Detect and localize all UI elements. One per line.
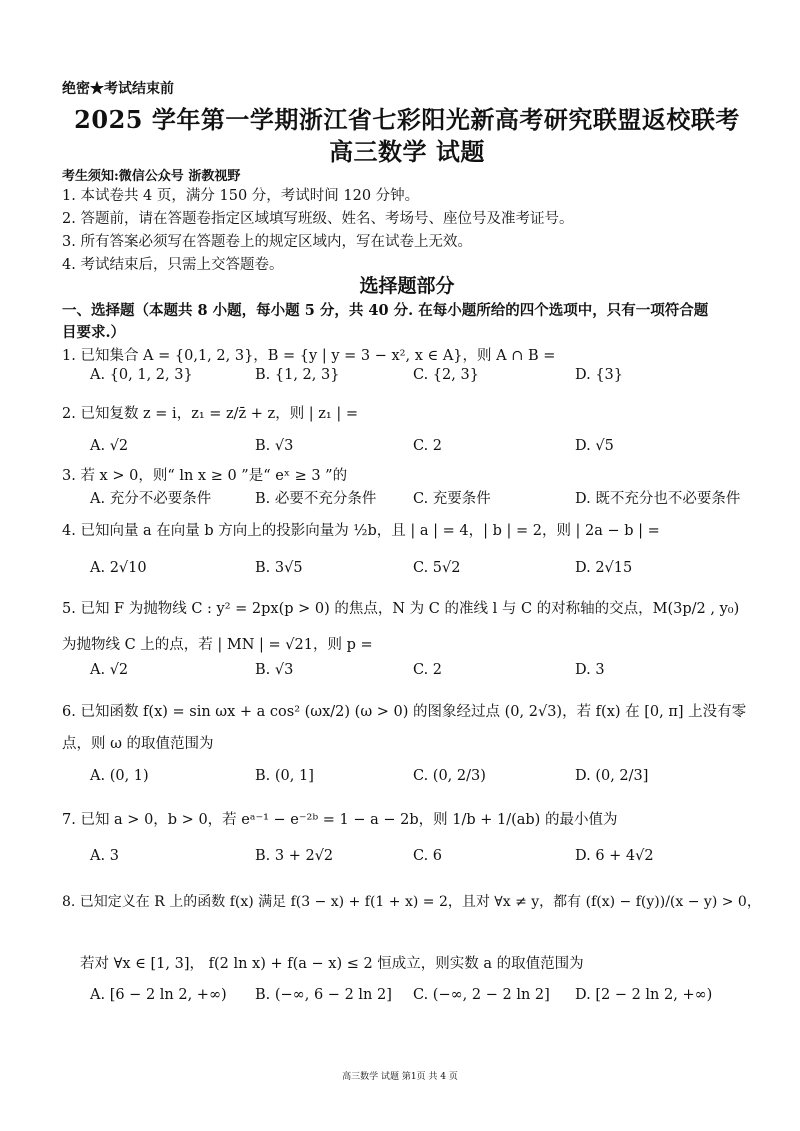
question-4-option-a: A. 2√10 — [90, 560, 147, 576]
question-2-option-b: B. √3 — [255, 438, 294, 454]
question-2-stem: 2. 已知复数 z = i，z₁ = z/z̄ + z，则 | z₁ | = — [62, 406, 358, 422]
question-7-option-c: C. 6 — [413, 848, 443, 864]
question-6-option-c: C. (0, 2/3) — [413, 768, 486, 784]
question-3-option-c: C. 充要条件 — [413, 491, 491, 507]
question-5-stem: 5. 已知 F 为抛物线 C : y² = 2px(p > 0) 的焦点，N 为 C 的准线 l 与 C 的对称轴的交点，M(3p/2 , y₀) — [62, 601, 740, 617]
question-3-option-d: D. 既不充分也不必要条件 — [575, 491, 741, 507]
exam-title: 2025 学年第一学期浙江省七彩阳光新高考研究联盟返校联考 — [74, 105, 740, 134]
page-footer: 高三数学 试题 第1页 共 4 页 — [342, 1072, 458, 1082]
question-8-option-d: D. [2 − 2 ln 2, +∞) — [575, 987, 713, 1003]
question-1-option-d: D. {3} — [575, 367, 624, 383]
section-instruction-cont: 目要求.） — [62, 324, 126, 341]
question-1-option-c: C. {2, 3} — [413, 367, 479, 383]
question-8-option-c: C. (−∞, 2 − 2 ln 2] — [413, 987, 550, 1003]
question-3-option-a: A. 充分不必要条件 — [90, 491, 212, 507]
confidential-mark: 绝密★考试结束前 — [62, 81, 174, 97]
question-2-option-a: A. √2 — [90, 438, 129, 454]
section-instruction: 一、选择题（本题共 8 小题，每小题 5 分，共 40 分. 在每小题所给的四个选项中，只有一项符合题 — [62, 302, 709, 319]
section-title: 选择题部分 — [359, 275, 455, 297]
question-1-option-a: A. {0, 1, 2, 3} — [90, 367, 193, 383]
question-7-option-d: D. 6 + 4√2 — [575, 848, 654, 864]
question-6-option-b: B. (0, 1] — [255, 768, 314, 784]
question-5-option-d: D. 3 — [575, 662, 605, 678]
question-4-option-c: C. 5√2 — [413, 560, 461, 576]
question-5-option-b: B. √3 — [255, 662, 294, 678]
question-3-option-b: B. 必要不充分条件 — [255, 491, 377, 507]
exam-subject-title: 高三数学 试题 — [329, 137, 485, 166]
notice-heading: 考生须知:微信公众号 浙教视野 — [62, 169, 241, 184]
question-4-option-b: B. 3√5 — [255, 560, 303, 576]
question-5-stem-cont: 为抛物线 C 上的点，若 | MN | = √21，则 p = — [62, 637, 373, 653]
question-1-stem: 1. 已知集合 A = {0,1, 2, 3}，B = {y | y = 3 − x², x ∈ A}，则 A ∩ B = — [62, 348, 556, 364]
question-7-option-a: A. 3 — [90, 848, 119, 864]
question-5-option-c: C. 2 — [413, 662, 443, 678]
notice-item: 1. 本试卷共 4 页，满分 150 分，考试时间 120 分钟。 — [62, 188, 420, 204]
question-7-option-b: B. 3 + 2√2 — [255, 848, 334, 864]
question-3-stem: 3. 若 x > 0，则“ ln x ≥ 0 ”是“ eˣ ≥ 3 ”的 — [62, 468, 348, 484]
question-8-option-b: B. (−∞, 6 − 2 ln 2] — [255, 987, 392, 1003]
notice-item: 4. 考试结束后，只需上交答题卷。 — [62, 257, 284, 273]
question-4-option-d: D. 2√15 — [575, 560, 633, 576]
question-5-option-a: A. √2 — [90, 662, 129, 678]
question-6-stem: 6. 已知函数 f(x) = sin ωx + a cos² (ωx/2) (ω > 0) 的图象经过点 (0, 2√3)，若 f(x) 在 [0, π] 上没有零 — [62, 704, 747, 720]
notice-item: 3. 所有答案必须写在答题卷上的规定区域内，写在试卷上无效。 — [62, 234, 472, 250]
question-4-stem: 4. 已知向量 a 在向量 b 方向上的投影向量为 ½b，且 | a | = 4，| b | = 2，则 | 2a − b | = — [62, 523, 660, 539]
question-7-stem: 7. 已知 a > 0，b > 0，若 eᵃ⁻¹ − e⁻²ᵇ = 1 − a − 2b，则 1/b + 1/(ab) 的最小值为 — [62, 812, 618, 828]
question-8-stem: 8. 已知定义在 R 上的函数 f(x) 满足 f(3 − x) + f(1 + x) = 2，且对 ∀x ≠ y，都有 (f(x) − f(y))/(x − y) > 0， — [62, 894, 761, 910]
question-2-option-c: C. 2 — [413, 438, 443, 454]
question-2-option-d: D. √5 — [575, 438, 614, 454]
question-6-option-a: A. (0, 1) — [90, 768, 149, 784]
question-8-stem-cont: 若对 ∀x ∈ [1, 3]， f(2 ln x) + f(a − x) ≤ 2 恒成立，则实数 a 的取值范围为 — [80, 956, 584, 972]
question-6-stem-cont: 点，则 ω 的取值范围为 — [62, 736, 214, 752]
question-1-option-b: B. {1, 2, 3} — [255, 367, 340, 383]
question-8-option-a: A. [6 − 2 ln 2, +∞) — [90, 987, 227, 1003]
notice-item: 2. 答题前，请在答题卷指定区域填写班级、姓名、考场号、座位号及准考证号。 — [62, 211, 574, 227]
question-6-option-d: D. (0, 2/3] — [575, 768, 649, 784]
